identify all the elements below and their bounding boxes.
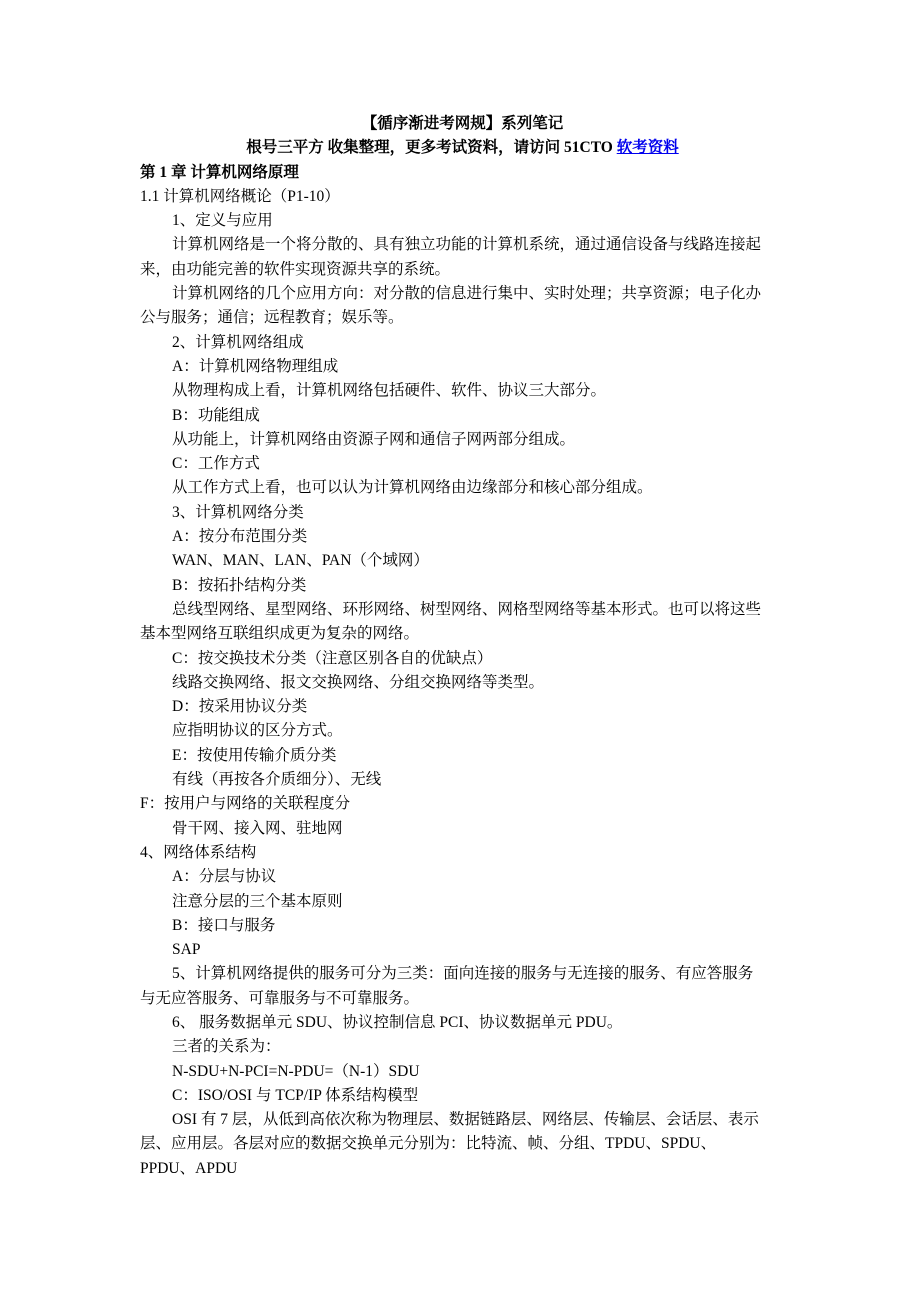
text-line: 2、计算机网络组成 (172, 333, 304, 351)
text-line: 计算机网络的几个应用方向：对分散的信息进行集中、实时处理；共享资源；电子化办 (172, 285, 762, 303)
text-line: PPDU、APDU (140, 1159, 238, 1177)
text-line: 4、网络体系结构 (140, 843, 257, 861)
text-line: B：功能组成 (172, 406, 260, 424)
text-line: A：分层与协议 (172, 868, 277, 886)
text-line: B：按拓扑结构分类 (172, 576, 307, 594)
text-line: 线路交换网络、报文交换网络、分组交换网络等类型。 (172, 673, 545, 691)
text-line: 从工作方式上看，也可以认为计算机网络由边缘部分和核心部分组成。 (172, 479, 653, 497)
text-line: 总线型网络、星型网络、环形网络、树型网络、网格型网络等基本形式。也可以将这些 (172, 600, 762, 618)
text-line: 与无应答服务、可靠服务与不可靠服务。 (140, 989, 420, 1007)
subtitle-text: 根号三平方 收集整理，更多考试资料，请访问 51CTO (246, 139, 617, 157)
section-heading: 1.1 计算机网络概论（P1-10） (140, 187, 340, 205)
text-line: 应指明协议的区分方式。 (172, 722, 343, 740)
text-line: 注意分层的三个基本原则 (172, 892, 343, 910)
document-page (140, 112, 785, 1181)
document-title: 【循序渐进考网规】系列笔记 (361, 115, 564, 132)
text-line: B：接口与服务 (172, 916, 276, 934)
text-line: WAN、MAN、LAN、PAN（个域网） (172, 552, 429, 570)
text-line: 层、应用层。各层对应的数据交换单元分别为：比特流、帧、分组、TPDU、SPDU、 (140, 1135, 717, 1153)
text-line: N-SDU+N-PCI=N-PDU=（N-1）SDU (172, 1062, 420, 1080)
text-line: C：ISO/OSI 与 TCP/IP 体系结构模型 (172, 1086, 419, 1104)
text-line: A：按分布范围分类 (172, 528, 308, 546)
text-line: 公与服务；通信；远程教育；娱乐等。 (140, 309, 404, 327)
text-line: 骨干网、接入网、驻地网 (172, 819, 343, 837)
text-line: 基本型网络互联组织成更为复杂的网络。 (140, 625, 420, 643)
text-line: SAP (172, 941, 201, 959)
text-line: 计算机网络是一个将分散的、具有独立功能的计算机系统，通过通信设备与线路连接起 (172, 236, 762, 254)
text-line: D：按采用协议分类 (172, 698, 308, 716)
text-line: C：按交换技术分类（注意区别各自的优缺点） (172, 649, 493, 667)
text-line: E：按使用传输介质分类 (172, 746, 337, 764)
document-subtitle (140, 136, 785, 160)
text-line: C：工作方式 (172, 455, 260, 473)
text-line: 三者的关系为： (172, 1038, 281, 1056)
text-line: 有线（再按各介质细分）、无线 (172, 771, 382, 789)
text-line: OSI 有 7 层，从低到高依次称为物理层、数据链路层、网络层、传输层、会话层、表示 (172, 1111, 759, 1129)
text-line: F：按用户与网络的关联程度分 (140, 795, 351, 813)
text-line: 3、计算机网络分类 (172, 503, 304, 521)
text-line: 6、 服务数据单元 SDU、协议控制信息 PCI、协议数据单元 PDU。 (172, 1013, 623, 1031)
text-line: 从功能上，计算机网络由资源子网和通信子网两部分组成。 (172, 430, 576, 448)
ruankao-link[interactable]: 软考资料 (616, 139, 679, 157)
text-line: A：计算机网络物理组成 (172, 357, 339, 375)
text-line: 来，由功能完善的软件实现资源共享的系统。 (140, 260, 451, 278)
text-line: 5、计算机网络提供的服务可分为三类：面向连接的服务与无连接的服务、有应答服务 (172, 965, 754, 983)
text-line: 从物理构成上看，计算机网络包括硬件、软件、协议三大部分。 (172, 382, 607, 400)
chapter-heading: 第 1 章 计算机网络原理 (140, 163, 299, 181)
text-line: 1、定义与应用 (172, 212, 273, 230)
